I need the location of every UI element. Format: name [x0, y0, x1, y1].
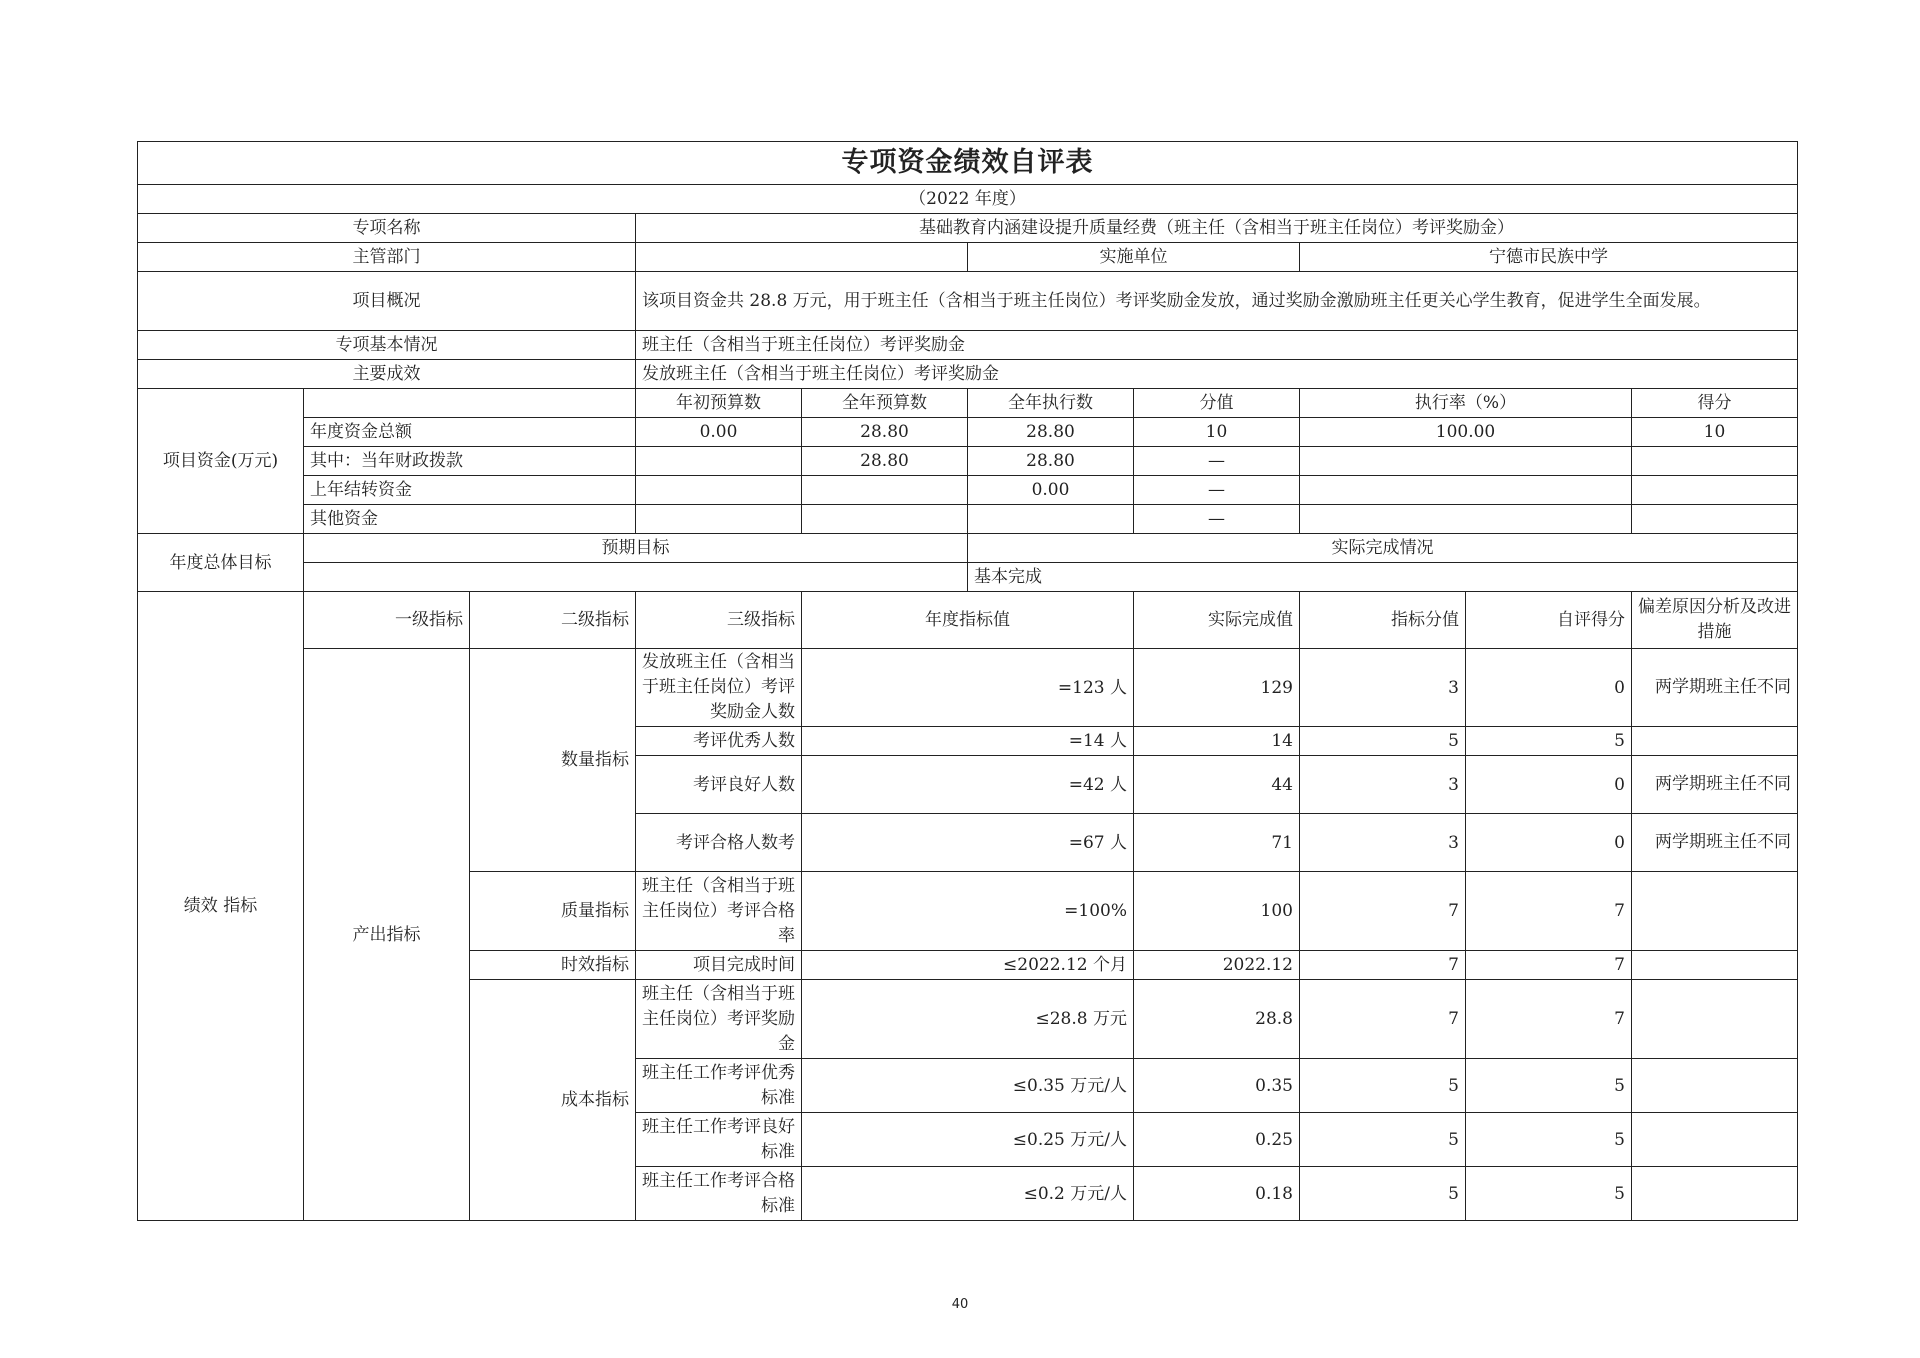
funds-header: 执行率（%）: [1300, 389, 1632, 418]
level1-header: 一级指标: [304, 592, 470, 649]
indicator-actual: 44: [1134, 756, 1300, 814]
funds-executed: 0.00: [968, 476, 1134, 505]
indicator-reason: 两学期班主任不同: [1632, 649, 1798, 727]
self-score-header: 自评得分: [1466, 592, 1632, 649]
indicator-name: 班主任（含相当于班主任岗位）考评奖励金: [636, 980, 802, 1059]
indicator-name: 发放班主任（含相当于班主任岗位）考评奖励金人数: [636, 649, 802, 727]
funds-row-label: 年度资金总额: [304, 418, 636, 447]
indicator-actual: 14: [1134, 727, 1300, 756]
indicator-weight: 7: [1300, 980, 1466, 1059]
indicator-reason: 两学期班主任不同: [1632, 756, 1798, 814]
reason-header: 偏差原因分析及改进措施: [1632, 592, 1798, 649]
funds-initial: [636, 505, 802, 534]
indicator-weight: 5: [1300, 1167, 1466, 1221]
weight-header: 指标分值: [1300, 592, 1466, 649]
funds-score-value: —: [1134, 476, 1300, 505]
indicator-target: =100%: [802, 872, 1134, 951]
funds-executed: 28.80: [968, 418, 1134, 447]
funds-rate: [1300, 476, 1632, 505]
actual-completion-value: 基本完成: [968, 563, 1798, 592]
indicator-weight: 5: [1300, 1113, 1466, 1167]
indicator-target: ≤0.35 万元/人: [802, 1059, 1134, 1113]
quantity-group-label: 数量指标: [470, 649, 636, 872]
cost-group-label: 成本指标: [470, 980, 636, 1221]
indicator-actual: 0.35: [1134, 1059, 1300, 1113]
indicator-name: 班主任（含相当于班主任岗位）考评合格率: [636, 872, 802, 951]
dept-label: 主管部门: [138, 243, 636, 272]
funds-row: [138, 447, 1798, 476]
impl-unit-label: 实施单位: [968, 243, 1300, 272]
indicator-name: 班主任工作考评良好标准: [636, 1113, 802, 1167]
indicator-weight: 3: [1300, 756, 1466, 814]
funds-row: [138, 476, 1798, 505]
indicator-target: =14 人: [802, 727, 1134, 756]
funds-annual: 28.80: [802, 447, 968, 476]
funds-executed: 28.80: [968, 447, 1134, 476]
indicator-reason: [1632, 1167, 1798, 1221]
funds-rate: 100.00: [1300, 418, 1632, 447]
indicator-score: 7: [1466, 951, 1632, 980]
indicator-reason: 两学期班主任不同: [1632, 814, 1798, 872]
indicator-actual: 0.18: [1134, 1167, 1300, 1221]
funds-header: 全年预算数: [802, 389, 968, 418]
annual-goal-label: 年度总体目标: [138, 534, 304, 592]
funds-executed: [968, 505, 1134, 534]
funds-initial: 0.00: [636, 418, 802, 447]
impl-unit-value: 宁德市民族中学: [1300, 243, 1798, 272]
indicator-target: ≤2022.12 个月: [802, 951, 1134, 980]
indicator-weight: 7: [1300, 872, 1466, 951]
main-results-label: 主要成效: [138, 360, 636, 389]
table-row: [138, 649, 1798, 727]
indicator-actual: 100: [1134, 872, 1300, 951]
funds-header: [304, 389, 636, 418]
level3-header: 三级指标: [636, 592, 802, 649]
indicator-reason: [1632, 1059, 1798, 1113]
basic-info-label: 专项基本情况: [138, 331, 636, 360]
funds-row-label: 其中：当年财政拨款: [304, 447, 636, 476]
performance-indicator-label: 绩效 指标: [138, 592, 304, 1221]
indicator-score: 5: [1466, 1059, 1632, 1113]
indicator-target: =123 人: [802, 649, 1134, 727]
indicator-score: 0: [1466, 649, 1632, 727]
overview-label: 项目概况: [138, 272, 636, 331]
indicator-score: 5: [1466, 727, 1632, 756]
indicator-name: 考评优秀人数: [636, 727, 802, 756]
indicator-score: 5: [1466, 1113, 1632, 1167]
indicator-score: 0: [1466, 756, 1632, 814]
funds-rate: [1300, 447, 1632, 476]
indicator-actual: 129: [1134, 649, 1300, 727]
indicator-name: 考评合格人数考: [636, 814, 802, 872]
funds-row: [138, 418, 1798, 447]
indicator-weight: 5: [1300, 727, 1466, 756]
indicator-weight: 3: [1300, 649, 1466, 727]
funds-header: 全年执行数: [968, 389, 1134, 418]
indicator-target: ≤0.2 万元/人: [802, 1167, 1134, 1221]
level2-header: 二级指标: [470, 592, 636, 649]
indicator-reason: [1632, 1113, 1798, 1167]
indicator-score: 7: [1466, 980, 1632, 1059]
funds-score-value: 10: [1134, 418, 1300, 447]
indicator-name: 考评良好人数: [636, 756, 802, 814]
actual-completion-label: 实际完成情况: [968, 534, 1798, 563]
indicator-name: 项目完成时间: [636, 951, 802, 980]
funds-score: [1632, 505, 1798, 534]
funds-score: [1632, 447, 1798, 476]
funds-row-label: 上年结转资金: [304, 476, 636, 505]
actual-header: 实际完成值: [1134, 592, 1300, 649]
expected-goal-value: [304, 563, 968, 592]
time-group-label: 时效指标: [470, 951, 636, 980]
indicator-target: =42 人: [802, 756, 1134, 814]
indicator-target: =67 人: [802, 814, 1134, 872]
indicator-score: 0: [1466, 814, 1632, 872]
funds-initial: [636, 447, 802, 476]
indicator-weight: 3: [1300, 814, 1466, 872]
dept-value: [636, 243, 968, 272]
indicator-actual: 71: [1134, 814, 1300, 872]
performance-evaluation-table: [137, 141, 1798, 1221]
project-name-value: 基础教育内涵建设提升质量经费（班主任（含相当于班主任岗位）考评奖励金）: [636, 214, 1798, 243]
indicator-reason: [1632, 727, 1798, 756]
funds-annual: [802, 505, 968, 534]
funds-row-label: 其他资金: [304, 505, 636, 534]
funds-header: 分值: [1134, 389, 1300, 418]
year-label: （2022 年度）: [138, 185, 1798, 214]
page-number: 40: [951, 1297, 969, 1312]
indicator-reason: [1632, 872, 1798, 951]
indicator-weight: 7: [1300, 951, 1466, 980]
indicator-name: 班主任工作考评合格标准: [636, 1167, 802, 1221]
funds-rate: [1300, 505, 1632, 534]
funds-score-value: —: [1134, 505, 1300, 534]
output-indicator-label: 产出指标: [304, 649, 470, 1221]
indicator-target: ≤28.8 万元: [802, 980, 1134, 1059]
indicator-score: 5: [1466, 1167, 1632, 1221]
target-header: 年度指标值: [802, 592, 1134, 649]
quality-group-label: 质量指标: [470, 872, 636, 951]
indicator-reason: [1632, 951, 1798, 980]
indicator-reason: [1632, 980, 1798, 1059]
expected-goal-label: 预期目标: [304, 534, 968, 563]
funds-label: 项目资金(万元): [138, 389, 304, 534]
basic-info-value: 班主任（含相当于班主任岗位）考评奖励金: [636, 331, 1798, 360]
indicator-actual: 28.8: [1134, 980, 1300, 1059]
funds-score-value: —: [1134, 447, 1300, 476]
funds-initial: [636, 476, 802, 505]
funds-score: 10: [1632, 418, 1798, 447]
indicator-actual: 0.25: [1134, 1113, 1300, 1167]
funds-score: [1632, 476, 1798, 505]
indicator-weight: 5: [1300, 1059, 1466, 1113]
funds-annual: [802, 476, 968, 505]
project-name-label: 专项名称: [138, 214, 636, 243]
funds-header: 年初预算数: [636, 389, 802, 418]
funds-header: 得分: [1632, 389, 1798, 418]
overview-value: 该项目资金共 28.8 万元，用于班主任（含相当于班主任岗位）考评奖励金发放，通过奖励金激励班主任更关心学生教育，促进学生全面发展。: [636, 272, 1798, 331]
indicator-actual: 2022.12: [1134, 951, 1300, 980]
funds-annual: 28.80: [802, 418, 968, 447]
funds-row: [138, 505, 1798, 534]
main-results-value: 发放班主任（含相当于班主任岗位）考评奖励金: [636, 360, 1798, 389]
indicator-target: ≤0.25 万元/人: [802, 1113, 1134, 1167]
indicator-score: 7: [1466, 872, 1632, 951]
table-title: 专项资金绩效自评表: [138, 142, 1798, 185]
indicator-name: 班主任工作考评优秀标准: [636, 1059, 802, 1113]
